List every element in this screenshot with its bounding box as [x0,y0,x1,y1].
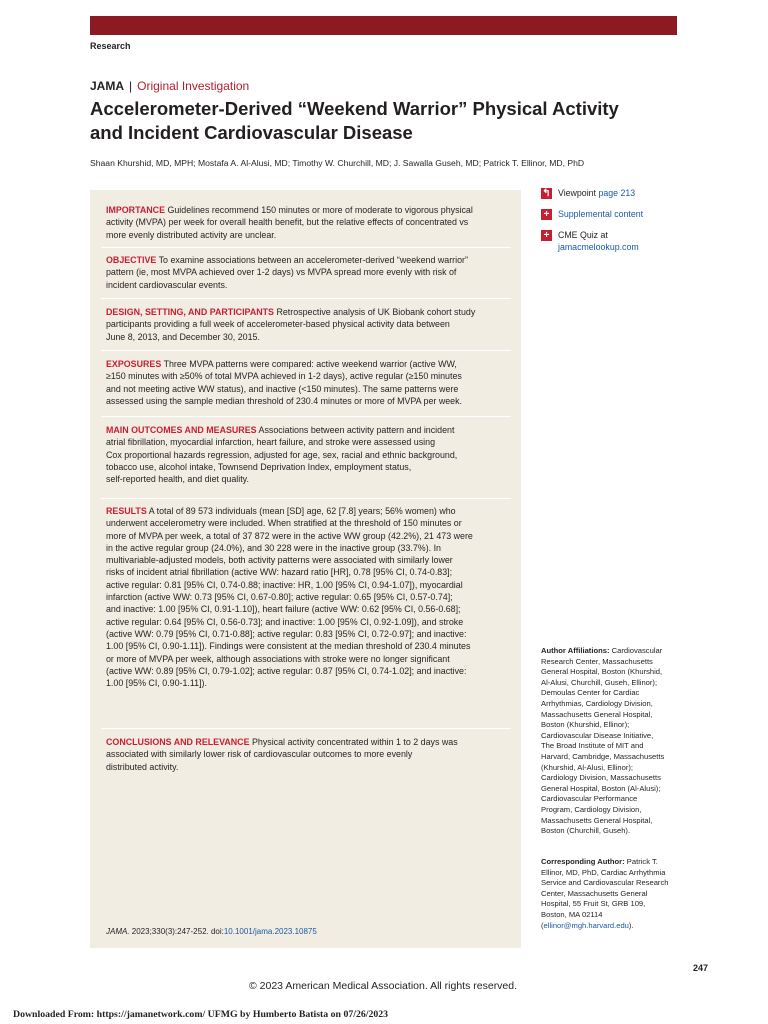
article-title [90,97,619,145]
affiliation-line: Program, Cardiology Division, [541,804,642,814]
affiliation-line: Harvard, Cambridge, Massachusetts [541,751,665,761]
conclusions-text-line: Physical activity concentrated within 1 to 2 days was [251,737,458,747]
affiliation-line: Cardiovascular Performance [541,794,638,804]
affiliation-line: Demoulas Center for Cardiac [541,688,640,698]
article-type: Original Investigation [137,79,250,93]
journal-name: JAMA [90,79,125,93]
results-text-line: underwent accelerometry were included. When stratified at the threshold of 150 minutes or [106,518,462,529]
abstract-conclusions [106,736,510,773]
design-text-line: Retrospective analysis of UK Biobank cohort study [276,307,476,317]
design-heading: DESIGN, SETTING, AND PARTICIPANTS [106,307,274,317]
affiliation-line: Boston (Khurshid, Ellinor); [541,720,630,730]
objective-text-line: pattern (ie, most MVPA achieved over 1-2 days) vs MVPA spread more evenly with risk of [106,267,457,278]
journal-separator: | [129,79,133,93]
author-list: Shaan Khurshid, MD, MPH; Mostafa A. Al-Alusi, MD; Timothy W. Churchill, MD; J. Sawalla Guseh, MD; Patrick T. Ellinor, MD, PhD [90,158,585,168]
abstract-exposures [106,358,510,407]
corresponding-line: Ellinor, MD, PhD, Cardiac Arrhythmia [541,867,666,877]
exposures-text-line: and not meeting active WW status), and inactive (<150 minutes). The same patterns were [106,383,459,394]
section-divider [101,728,511,729]
objective-text-line: incident cardiovascular events. [106,279,228,290]
article-citation [106,927,317,936]
results-text-line: 1.00 [95% CI, 0.90-1.11]). [106,678,207,689]
corresponding-author [541,857,681,931]
corresponding-line: Service and Cardiovascular Research [541,878,669,888]
results-text-line: (active WW: 0.79 [95% CI, 0.71-0.88]; active regular: 0.83 [95% CI, 0.72-0.97]; and inactive: [106,628,467,639]
section-divider [101,247,511,248]
importance-text-line: Guidelines recommend 150 minutes or more of moderate to vigorous physical [167,205,473,215]
importance-heading: IMPORTANCE [106,205,165,215]
corresponding-line: Center, Massachusetts General [541,888,648,898]
plus-icon: + [541,209,552,220]
affiliation-line: Massachusetts General Hospital, [541,709,653,719]
corresponding-line: Patrick T. [626,857,658,866]
corresponding-heading: Corresponding Author: [541,857,625,866]
viewpoint-arrow-icon: ↰ [542,188,551,199]
viewpoint-label: Viewpoint [558,188,596,198]
results-text-line: multivariable-adjusted models, both activity patterns were associated with similarly lower [106,555,453,566]
results-heading: RESULTS [106,506,147,516]
plus-icon: + [541,230,552,241]
affiliation-line: Boston (Churchill, Guseh). [541,826,631,836]
section-divider [101,498,511,499]
exposures-text-line: ≥150 minutes with ≥50% of total MVPA achieved in 1-2 days), active regular (≥150 minutes [106,371,462,382]
citation-journal: JAMA. [106,927,130,936]
results-text-line: active regular: 0.64 [95% CI, 0.56-0.73]; and inactive: 1.00 [95% CI, 0.92-1.09]), and stroke [106,616,464,627]
results-text-line: in the active regular group (24.0%), and 30 228 were in the inactive group (33.7%). In [106,542,441,553]
section-divider [101,350,511,351]
supplemental-content-link[interactable]: Supplemental content [558,209,644,219]
outcomes-text-line: tobacco use, alcohol intake, Townsend Deprivation Index, employment status, [106,461,412,472]
abstract-design [106,306,510,343]
results-text-line: more of MVPA per week, a total of 37 872 were in the active WW group (42.2%), 21 473 were [106,530,473,541]
email-paren: ( [541,920,544,930]
affiliation-line: Massachusetts General Hospital, [541,815,653,825]
cme-quiz-label: CME Quiz at [558,230,608,240]
results-text-line: (active WW: 0.89 [95% CI, 0.79-1.02]; active regular: 0.87 [95% CI, 0.74-1.02]; and inactive: [106,665,467,676]
abstract-importance [106,204,510,241]
importance-text-line: activity (MVPA) per week for overall health benefit, but the relative effects of concentrated vs [106,217,469,228]
abstract-outcomes [106,424,510,485]
results-text-line: and inactive: 1.00 [95% CI, 0.91-1.10]), heart failure (active WW: 0.62 [95% CI, 0.56-0.68]; [106,604,461,615]
outcomes-text-line: Cox proportional hazards regression, adjusted for age, sex, racial and ethnic background, [106,449,458,460]
cme-quiz-link[interactable]: jamacmelookup.com [558,242,639,252]
affiliation-line: Cardiovascular Disease Initiative, [541,730,654,740]
conclusions-text-line: associated with similarly lower risk of cardiovascular outcomes to more evenly [106,749,413,760]
outcomes-text-line: self-reported health, and diet quality. [106,474,249,485]
journal-line [90,79,249,93]
exposures-heading: EXPOSURES [106,359,162,369]
abstract-results [106,505,510,689]
corresponding-email-link[interactable]: ellinor@mgh.harvard.edu [543,920,629,930]
doi-link[interactable]: 10.1001/jama.2023.10875 [223,927,317,936]
affiliation-line: General Hospital, Boston (Al-Alusi); [541,783,661,793]
conclusions-heading: CONCLUSIONS AND RELEVANCE [106,737,250,747]
affiliation-line: Al-Alusi, Churchill, Guseh, Ellinor); [541,677,658,687]
exposures-text-line: Three MVPA patterns were compared: active weekend warrior (active WW, [163,359,457,369]
results-text-line: risks of incident atrial fibrillation (active WW: hazard ratio [HR], 0.78 [95% CI, 0.74-0.83]; [106,567,453,578]
affiliation-line: Cardiovascular [611,646,663,655]
affiliation-line: (Khurshid, Al-Alusi, Ellinor); [541,762,633,772]
section-label: Research [90,41,131,51]
copyright-notice: © 2023 American Medical Association. All rights reserved. [249,980,518,992]
section-divider [101,298,511,299]
abstract-objective [106,254,510,291]
results-text-line: 1.00 [95% CI, 0.90-1.11]). Findings were consistent at the median threshold of 230.4 minutes [106,641,471,652]
affiliations-heading: Author Affiliations: [541,646,610,655]
affiliation-line: Research Center, Massachusetts [541,656,653,666]
conclusions-text-line: distributed activity. [106,761,179,772]
results-text-line: or more of MVPA per week, although associations with stroke were no longer significant [106,653,450,664]
results-text-line: active regular: 0.81 [95% CI, 0.74-0.88; inactive: HR, 1.00 [95% CI, 0.94-1.07]), myocardial [106,579,463,590]
results-text-line: A total of 89 573 individuals (mean [SD] age, 62 [7.8] years; 56% women) who [148,506,456,516]
design-text-line: participants providing a full week of accelerometer-based physical activity data between [106,319,450,330]
affiliation-line: Cardiology Division, Massachusetts [541,773,661,783]
abstract-box [90,190,521,948]
download-notice: Downloaded From: https://jamanetwork.com/ UFMG by Humberto Batista on 07/26/2023 [13,1009,389,1020]
corresponding-line: Boston, MA 02114 [541,909,603,919]
section-divider [101,416,511,417]
outcomes-text-line: atrial fibrillation, myocardial infarction, heart failure, and stroke were assessed using [106,437,436,448]
importance-text-line: more evenly distributed activity are unclear. [106,229,277,240]
affiliation-line: Arrhythmias, Cardiology Division, [541,698,653,708]
title-line: and Incident Cardiovascular Disease [90,122,413,143]
email-paren: ). [628,920,634,930]
journal-color-bar [90,16,677,35]
page-number: 247 [693,963,709,973]
design-text-line: June 8, 2013, and December 30, 2015. [106,331,260,342]
objective-heading: OBJECTIVE [106,255,157,265]
author-affiliations [541,646,681,837]
results-text-line: infarction (active WW: 0.73 [95% CI, 0.67-0.80]; active regular: 0.65 [95% CI, 0.57-0.74]; [106,592,453,603]
objective-text-line: To examine associations between an accelerometer-derived “weekend warrior” [158,255,468,265]
outcomes-heading: MAIN OUTCOMES AND MEASURES [106,425,257,435]
exposures-text-line: assessed using the sample median threshold of 230.4 minutes or more of MVPA per week. [106,395,463,406]
corresponding-line: Hospital, 55 Fruit St, GRB 109, [541,899,646,909]
viewpoint-page-link[interactable]: page 213 [598,188,636,198]
affiliation-line: The Broad Institute of MIT and [541,741,644,751]
title-line: Accelerometer-Derived “Weekend Warrior” Physical Activity [90,98,619,119]
outcomes-text-line: Associations between activity pattern and incident [258,425,455,435]
affiliation-line: General Hospital, Boston (Khurshid, [541,667,663,677]
citation-details: 2023;330(3):247-252. doi: [129,927,224,936]
